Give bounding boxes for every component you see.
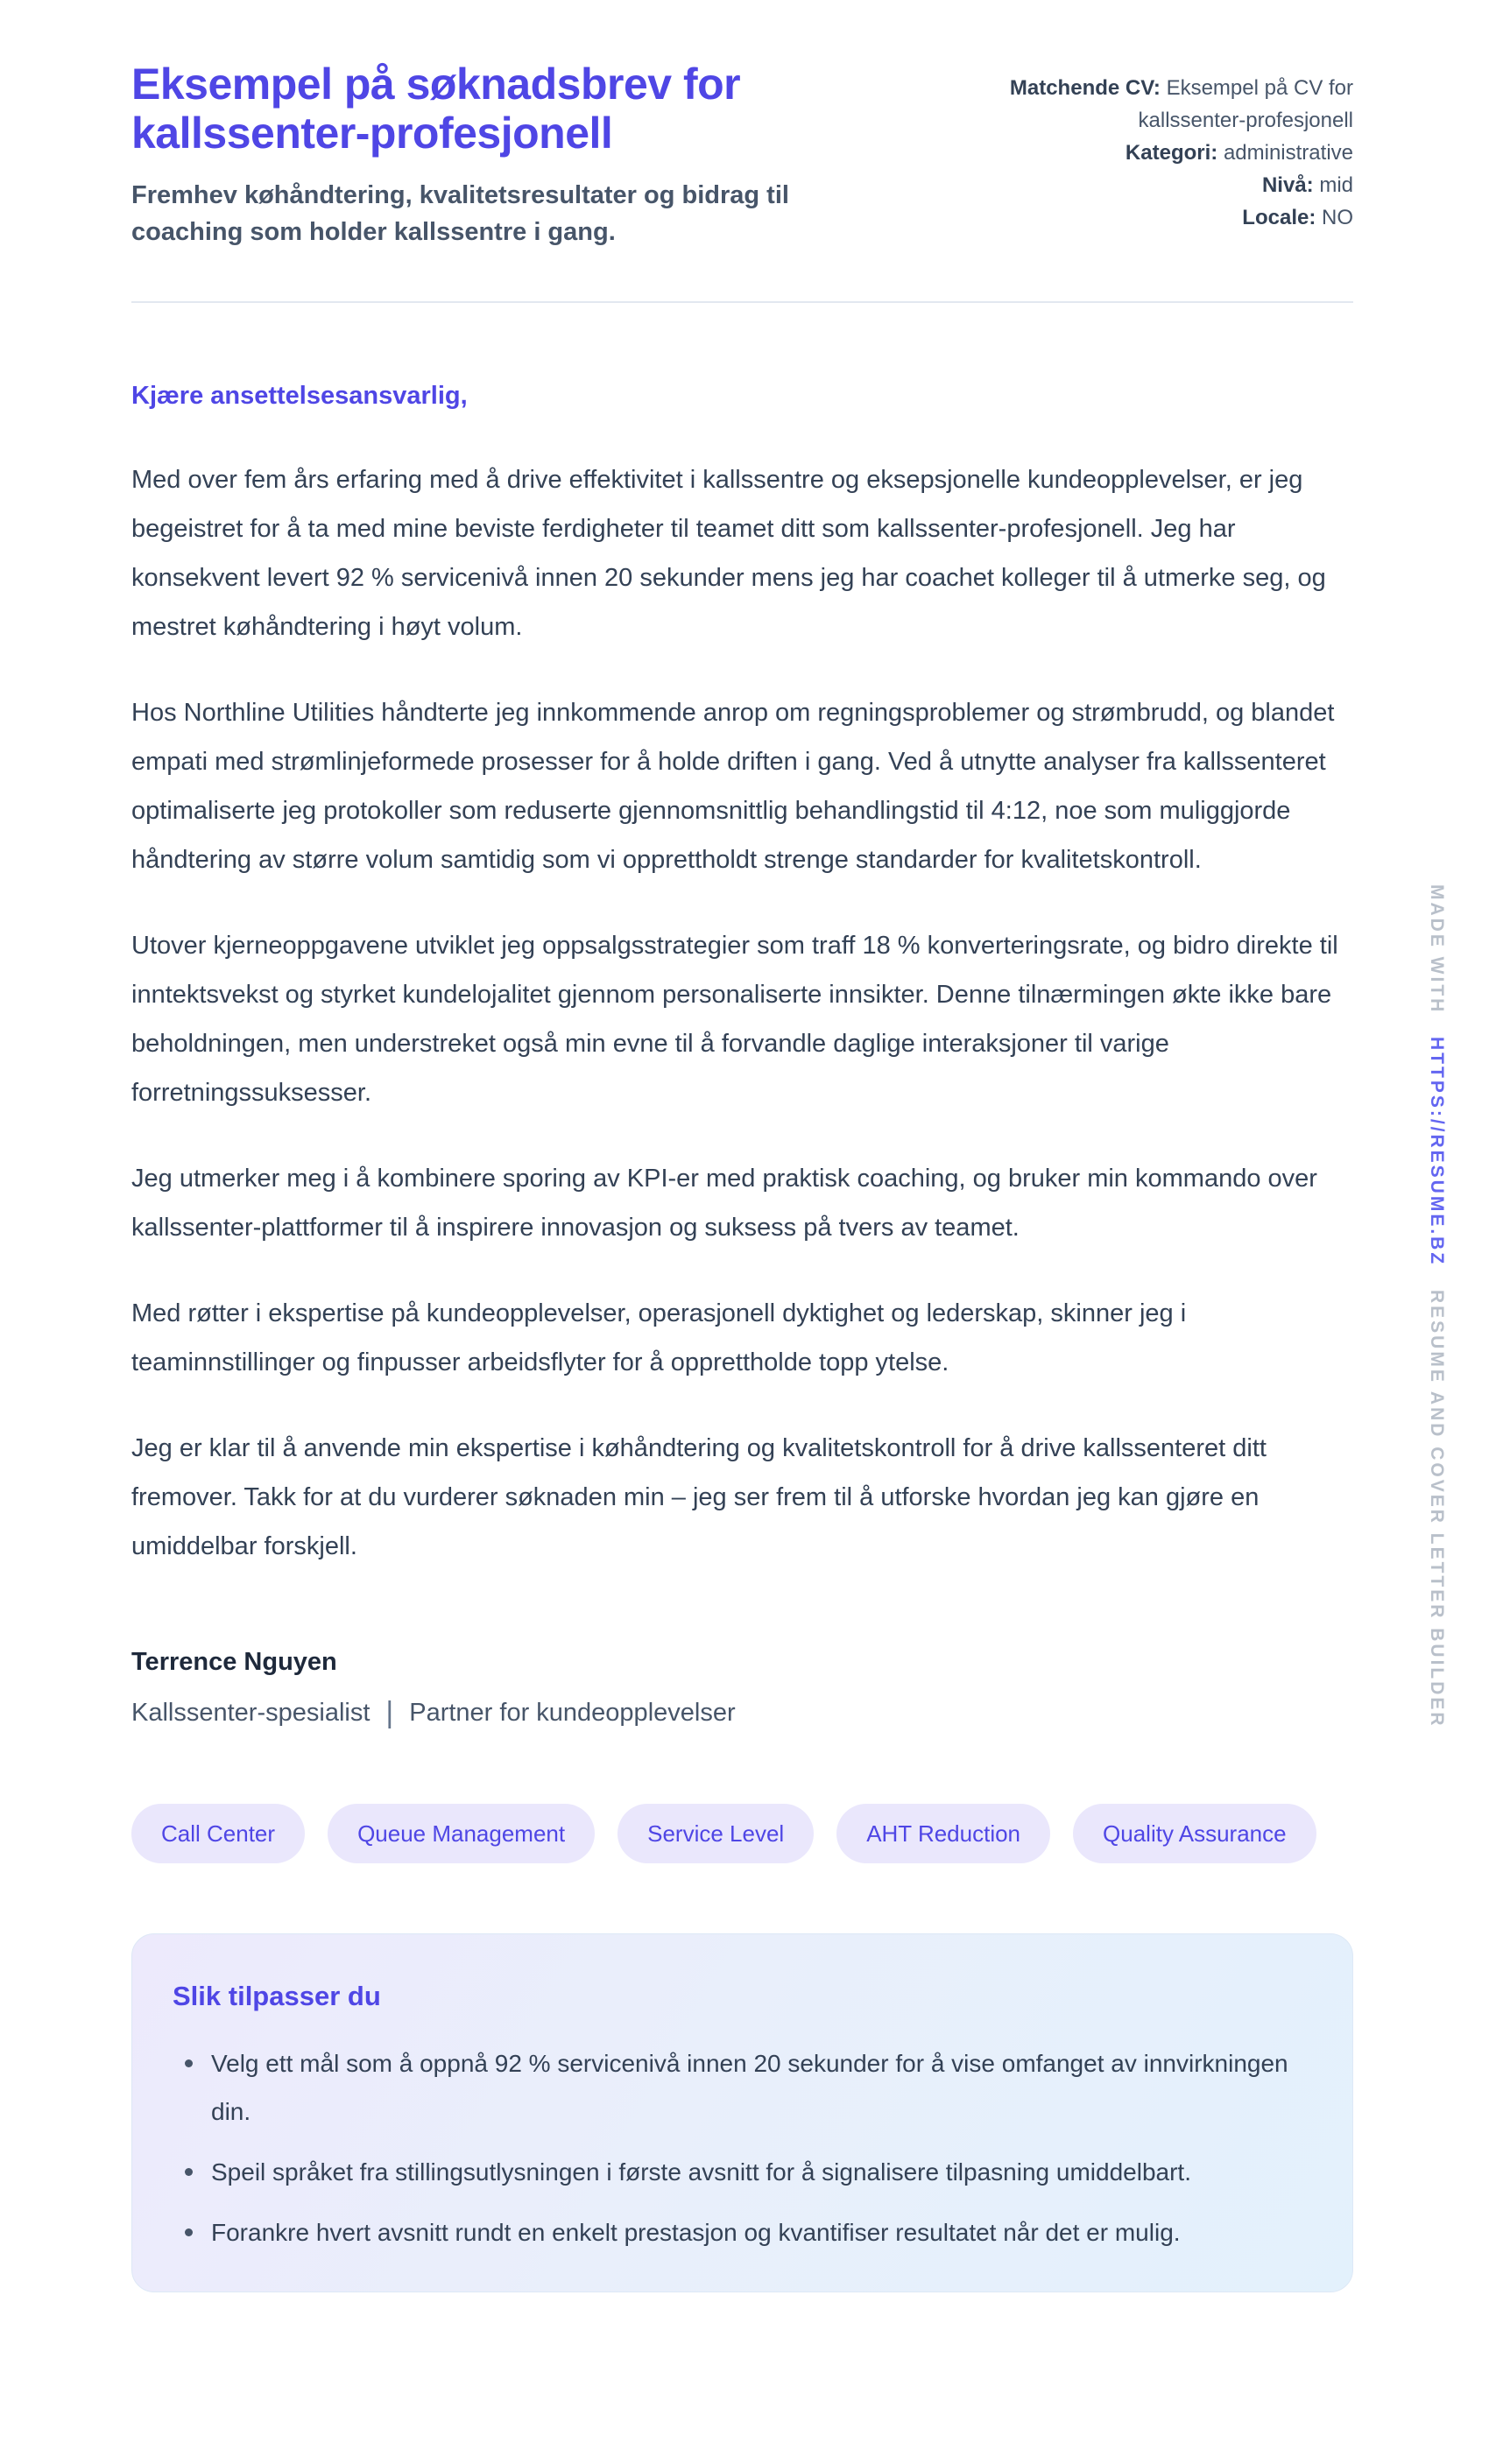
- meta-locale-label: Locale:: [1242, 206, 1316, 229]
- meta-level-label: Nivå:: [1261, 173, 1314, 197]
- letter-greeting: Kjære ansettelsesansvarlig,: [131, 382, 468, 411]
- letter-paragraph: Med røtter i ekspertise på kundeopplevelser, operasjonell dyktighet og lederskap, skinner jeg i teaminnstillinger og finpusser arbeidsflyter for å opprettholde topp ytelse.: [131, 1299, 1187, 1377]
- letter-paragraph: Jeg er klar til å anvende min ekspertise i køhåndtering og kvalitetskontroll for å drive kallssenteret ditt fremover. Takk for at du vurderer søknaden min – jeg ser frem til å utforske hvordan jeg kan gjøre en umiddelbar forskjell.: [131, 1434, 1267, 1561]
- tips-item: Forankre hvert avsnitt rundt en enkelt prestasjon og kvantifiser resultatet når det er mulig.: [173, 2208, 1294, 2256]
- meta-matching-cv-label: Matchende CV:: [1009, 76, 1161, 100]
- meta-level: [950, 169, 1353, 201]
- meta-level-value: mid: [1319, 173, 1353, 197]
- tag-aht-reduction[interactable]: AHT Reduction: [836, 1804, 1050, 1863]
- tag-service-level[interactable]: Service Level: [617, 1804, 814, 1863]
- letter-paragraph: Hos Northline Utilities håndterte jeg innkommende anrop om regningsproblemer og strømbrudd, og blandet empati med strømlinjeformede prosesser for å holde driften i gang. Ved å utnytte analyser fra kallssenteret optimaliserte jeg protokoller som reduserte gjennomsnittlig behandlingstid til 4:12, noe som muliggjorde håndtering av større volum samtidig som vi opprettholdt strenge standarder for kvalitetskontroll.: [131, 699, 1335, 875]
- tag-call-center[interactable]: Call Center: [131, 1804, 305, 1863]
- tag-quality-assurance[interactable]: Quality Assurance: [1073, 1804, 1316, 1863]
- title-block: [131, 60, 902, 250]
- letter-paragraph: Utover kjerneoppgavene utviklet jeg oppsalgsstrategier som traff 18 % konverteringsrate, og bidro direkte til inntektsvekst og styrket kundelojalitet gjennom personaliserte innsikter. Denne tilnærmingen økte ikke bare beholdningen, men understreket også min evne til å forvandle daglige interaksjoner til varige forretningssuksesser.: [131, 932, 1338, 1108]
- meta-locale-value: NO: [1322, 206, 1353, 229]
- tips-card: [131, 1933, 1353, 2292]
- skill-tags: [131, 1804, 1353, 1863]
- tips-heading: Slik tilpasser du: [173, 1981, 381, 2012]
- watermark-prefix: MADE WITH: [1427, 884, 1447, 1015]
- meta-locale: [950, 201, 1353, 234]
- meta-category-value: administrative: [1223, 141, 1353, 165]
- tag-queue-management[interactable]: Queue Management: [328, 1804, 595, 1863]
- meta-category: [950, 137, 1353, 169]
- meta-category-label: Kategori:: [1125, 141, 1218, 165]
- signature-role-line: [131, 1693, 1353, 1732]
- watermark-suffix: RESUME AND COVER LETTER BUILDER: [1427, 1289, 1447, 1728]
- tips-item: Speil språket fra stillingsutlysningen i første avsnitt for å signalisere tilpasning umiddelbart.: [173, 2148, 1294, 2196]
- tips-list: [173, 2039, 1307, 2256]
- watermark-link[interactable]: HTTPS://RESUME.BZ: [1427, 1037, 1447, 1267]
- signature-company: Partner for kundeopplevelser: [409, 1699, 736, 1728]
- page-title: Eksempel på søknadsbrev for kallssenter-profesjonell: [131, 60, 741, 158]
- page-subtitle: Fremhev køhåndtering, kvalitetsresultater og bidrag til coaching som holder kallssentre i gang.: [131, 181, 789, 247]
- letter-body: [131, 378, 1353, 1732]
- made-with-watermark: [1426, 884, 1447, 1728]
- signature-separator: |: [385, 1696, 394, 1730]
- meta-matching-cv: [950, 72, 1353, 137]
- meta-matching-cv-link[interactable]: Eksempel på CV for kallssenter-profesjonell: [1138, 76, 1353, 132]
- tips-item: Velg ett mål som å oppnå 92 % servicenivå innen 20 sekunder for å vise omfanget av innvirkningen din.: [173, 2039, 1294, 2136]
- page-header: [131, 60, 1353, 250]
- letter-paragraph: Jeg utmerker meg i å kombinere sporing av KPI-er med praktisk coaching, og bruker min kommando over kallssenter-plattformer til å inspirere innovasjon og suksess på tvers av teamet.: [131, 1165, 1317, 1243]
- header-divider: [131, 301, 1353, 303]
- meta-block: [950, 60, 1353, 234]
- signature-name: Terrence Nguyen: [131, 1648, 337, 1677]
- letter-paragraph: Med over fem års erfaring med å drive effektivitet i kallssentre og eksepsjonelle kundeopplevelser, er jeg begeistret for å ta med mine beviste ferdigheter til teamet ditt som kallssenter-profesjonell. Jeg har konsekvent levert 92 % servicenivå innen 20 sekunder mens jeg har coachet kolleger til å utmerke seg, og mestret køhåndtering i høyt volum.: [131, 466, 1326, 642]
- signature-role: Kallssenter-spesialist: [131, 1699, 370, 1728]
